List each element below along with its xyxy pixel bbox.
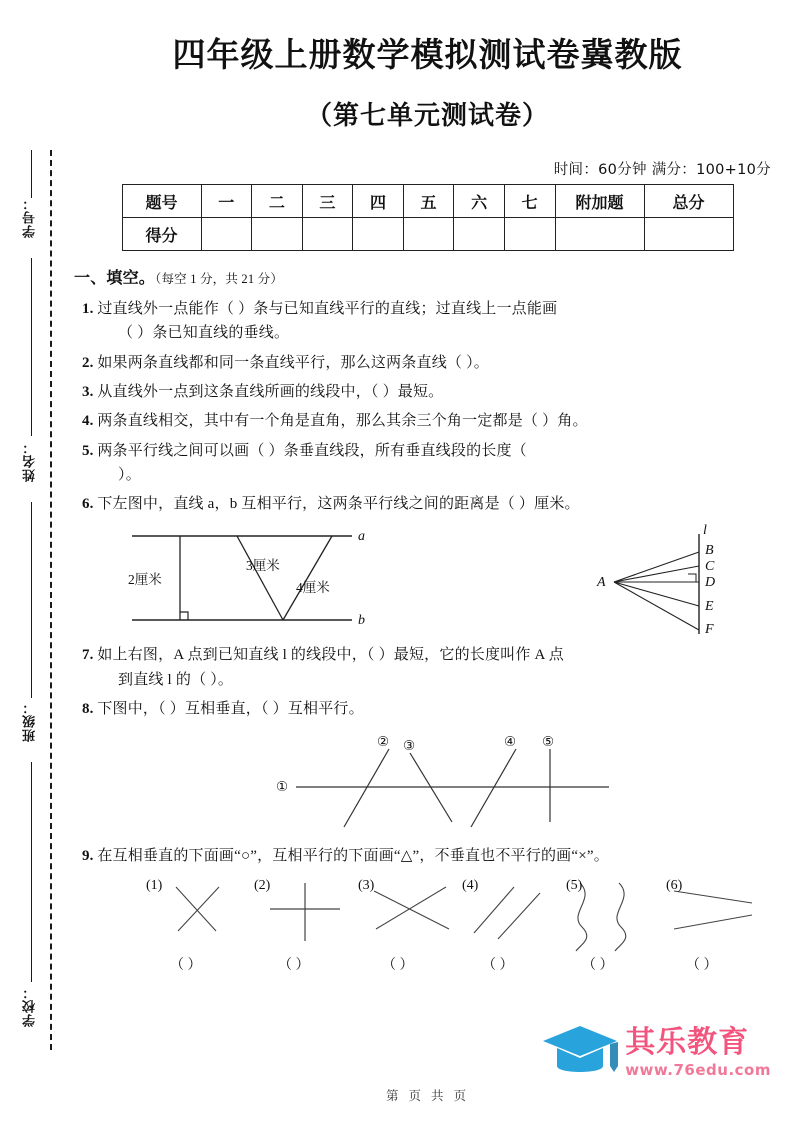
brand-text-wrapper	[625, 1024, 771, 1079]
question-8	[74, 697, 777, 721]
section-points-text: （每空 1 分，共 21 分）	[155, 272, 284, 287]
brand-name: 其乐教育	[625, 1024, 750, 1060]
figure-9-label-4: (4)	[462, 877, 479, 893]
figure-8-marker-2: ②	[377, 734, 390, 751]
margin-rule-3	[31, 502, 32, 698]
question-6-number: 6.	[82, 496, 94, 513]
question-3-number: 3.	[82, 383, 94, 400]
figure-9-4-line-a	[474, 887, 514, 933]
figure-6-svg	[74, 520, 774, 638]
score-cell-6[interactable]	[454, 218, 505, 251]
figure-9-label-6: (6)	[666, 877, 683, 893]
score-table-col-total: 总分	[644, 185, 733, 218]
question-5-line-1: 两条平行线之间可以画（ ）条垂直线段，所有垂直线段的长度（	[97, 442, 527, 459]
figure-8-marker-5: ⑤	[542, 734, 555, 751]
ray-AF	[614, 582, 699, 630]
figure-6-measure-3cm: 3厘米	[246, 558, 280, 574]
score-cell-bonus[interactable]	[555, 218, 644, 251]
figure-6-label-l: l	[703, 523, 707, 539]
page-title: 四年级上册数学模拟测试卷冀教版	[172, 35, 683, 74]
figure-9-answer-slot-2[interactable]: （ ）	[278, 957, 310, 973]
figure-9-6-line-b	[674, 915, 752, 929]
figure-6-label-F: F	[705, 622, 714, 638]
question-1	[74, 297, 777, 321]
figure-8-svg	[74, 727, 774, 839]
margin-label-school: 学校：	[22, 985, 37, 1027]
score-table-header-label: 题号	[122, 185, 201, 218]
score-cell-3[interactable]	[302, 218, 353, 251]
figure-8-marker-3: ③	[403, 738, 416, 755]
question-6-line-1: 下左图中，直线 a，b 互相平行，这两条平行线之间的距离是（ ）厘米。	[97, 496, 580, 513]
question-9	[74, 844, 777, 868]
score-cell-4[interactable]	[353, 218, 404, 251]
question-9-line-1: 在互相垂直的下面画“○”，互相平行的下面画“△”，不垂直也不平行的画“×”。	[97, 848, 609, 865]
score-table-col-4: 四	[353, 185, 404, 218]
question-8-number: 8.	[82, 701, 94, 718]
margin-label-class: 班级：	[22, 700, 37, 742]
question-1-line-2: （ ）条已知直线的垂线。	[118, 325, 290, 342]
figure-6-measure-2cm: 2厘米	[128, 572, 162, 588]
question-4	[74, 409, 777, 433]
figure-6-label-E: E	[705, 599, 714, 615]
question-1-line-1: 过直线外一点能作（ ）条与已知直线平行的直线；过直线上一点能画	[97, 301, 558, 318]
question-1-continued	[74, 321, 777, 345]
question-3	[74, 380, 777, 404]
ray-AC	[614, 566, 699, 582]
figure-9-label-3: (3)	[358, 877, 375, 893]
question-5	[74, 439, 777, 463]
figure-9-answer-slot-4[interactable]: （ ）	[482, 957, 514, 973]
figure-9-label-1: (1)	[146, 877, 163, 893]
figure-6-label-C: C	[705, 559, 715, 575]
question-9-number: 9.	[82, 848, 94, 865]
right-angle-mark-D	[688, 574, 696, 582]
figure-9-answer-slot-1[interactable]: （ ）	[170, 957, 202, 973]
figure-question-8	[74, 727, 777, 839]
question-5-line-2: ）。	[118, 466, 141, 483]
question-content	[62, 267, 793, 980]
figure-8-line-2	[344, 749, 389, 827]
score-table-col-5: 五	[403, 185, 454, 218]
figure-6-label-b: b	[358, 613, 365, 629]
figure-9-answer-slot-3[interactable]: （ ）	[382, 957, 414, 973]
ray-AE	[614, 582, 699, 606]
figure-9-answer-slot-6[interactable]: （ ）	[686, 957, 718, 973]
score-cell-5[interactable]	[403, 218, 454, 251]
question-2-line-1: 如果两条直线都和同一条直线平行，那么这两条直线（ ）。	[97, 354, 489, 371]
margin-label-name: 姓名：	[22, 440, 37, 482]
figure-9-5-curve-b	[615, 883, 626, 951]
question-2-number: 2.	[82, 354, 94, 371]
figure-6-label-a: a	[358, 529, 365, 545]
graduation-cap-icon	[541, 1022, 619, 1084]
question-5-number: 5.	[82, 442, 94, 459]
question-5-continued	[74, 463, 777, 487]
question-4-line-1: 两条直线相交，其中有一个角是直角，那么其余三个角一定都是（ ）角。	[97, 413, 588, 430]
score-table-wrapper	[122, 184, 734, 251]
left-margin-strip	[0, 0, 62, 1122]
score-table-col-1: 一	[201, 185, 252, 218]
question-7	[74, 643, 777, 667]
exam-meta-info: 时间：60分钟 满分：100+10分	[553, 162, 771, 179]
figure-9-label-5: (5)	[566, 877, 583, 893]
margin-rule-1	[31, 150, 32, 198]
figure-6-label-B: B	[705, 543, 714, 559]
question-7-number: 7.	[82, 647, 94, 664]
ray-AB	[614, 552, 699, 582]
figure-9-label-2: (2)	[254, 877, 271, 893]
section-heading-fill-blank	[74, 267, 777, 292]
figure-question-6	[74, 520, 777, 638]
question-1-number: 1.	[82, 301, 94, 318]
score-table-col-bonus: 附加题	[555, 185, 644, 218]
section-heading-text: 一、填空。	[74, 270, 156, 288]
figure-8-marker-4: ④	[504, 734, 517, 751]
margin-rule-2	[31, 258, 32, 436]
brand-logo	[541, 1022, 771, 1084]
score-table-col-3: 三	[302, 185, 353, 218]
table-row-question-numbers	[122, 185, 733, 218]
right-angle-mark-left	[180, 612, 188, 620]
score-cell-7[interactable]	[504, 218, 555, 251]
score-table-col-7: 七	[504, 185, 555, 218]
question-4-number: 4.	[82, 413, 94, 430]
question-3-line-1: 从直线外一点到这条直线所画的线段中，（ ）最短。	[97, 383, 444, 400]
figure-6-measure-4cm: 4厘米	[296, 580, 330, 596]
table-row-scores	[122, 218, 733, 251]
margin-rule-4	[31, 762, 32, 982]
margin-dashed-divider	[50, 150, 52, 1050]
figure-9-6-line-a	[674, 891, 752, 903]
question-7-continued	[74, 668, 777, 692]
figure-8-marker-1: ①	[276, 779, 289, 796]
exam-page	[62, 0, 793, 1122]
figure-8-line-4	[471, 749, 516, 827]
figure-6-label-A: A	[597, 575, 606, 591]
segment-3cm	[237, 536, 283, 620]
figure-9-1-line-b	[178, 887, 219, 931]
question-8-line-1: 下图中，（ ）互相垂直，（ ）互相平行。	[97, 701, 364, 718]
figure-6-label-D: D	[705, 575, 716, 591]
page-number-footer: 第 页 共 页	[386, 1088, 469, 1103]
score-cell-2[interactable]	[252, 218, 303, 251]
question-7-line-2: 到直线 l 的（ ）。	[118, 671, 234, 688]
score-table-col-6: 六	[454, 185, 505, 218]
question-7-line-1: 如上右图，A 点到已知直线 l 的线段中，（ ）最短，它的长度叫作 A 点	[97, 647, 564, 664]
page-subtitle: （第七单元测试卷）	[305, 101, 549, 132]
score-cell-total[interactable]	[644, 218, 733, 251]
question-2	[74, 351, 777, 375]
score-cell-1[interactable]	[201, 218, 252, 251]
score-table-row-label-score: 得分	[122, 218, 201, 251]
margin-label-student-id: 学号：	[22, 196, 37, 238]
figure-9-answer-slot-5[interactable]: （ ）	[582, 957, 614, 973]
score-table-col-2: 二	[252, 185, 303, 218]
figure-question-9	[74, 873, 777, 981]
question-6	[74, 492, 777, 516]
brand-url: www.76edu.com	[625, 1060, 771, 1079]
figure-9-4-line-b	[498, 893, 540, 939]
figure-9-1-line-a	[176, 887, 216, 931]
score-table	[122, 184, 734, 251]
